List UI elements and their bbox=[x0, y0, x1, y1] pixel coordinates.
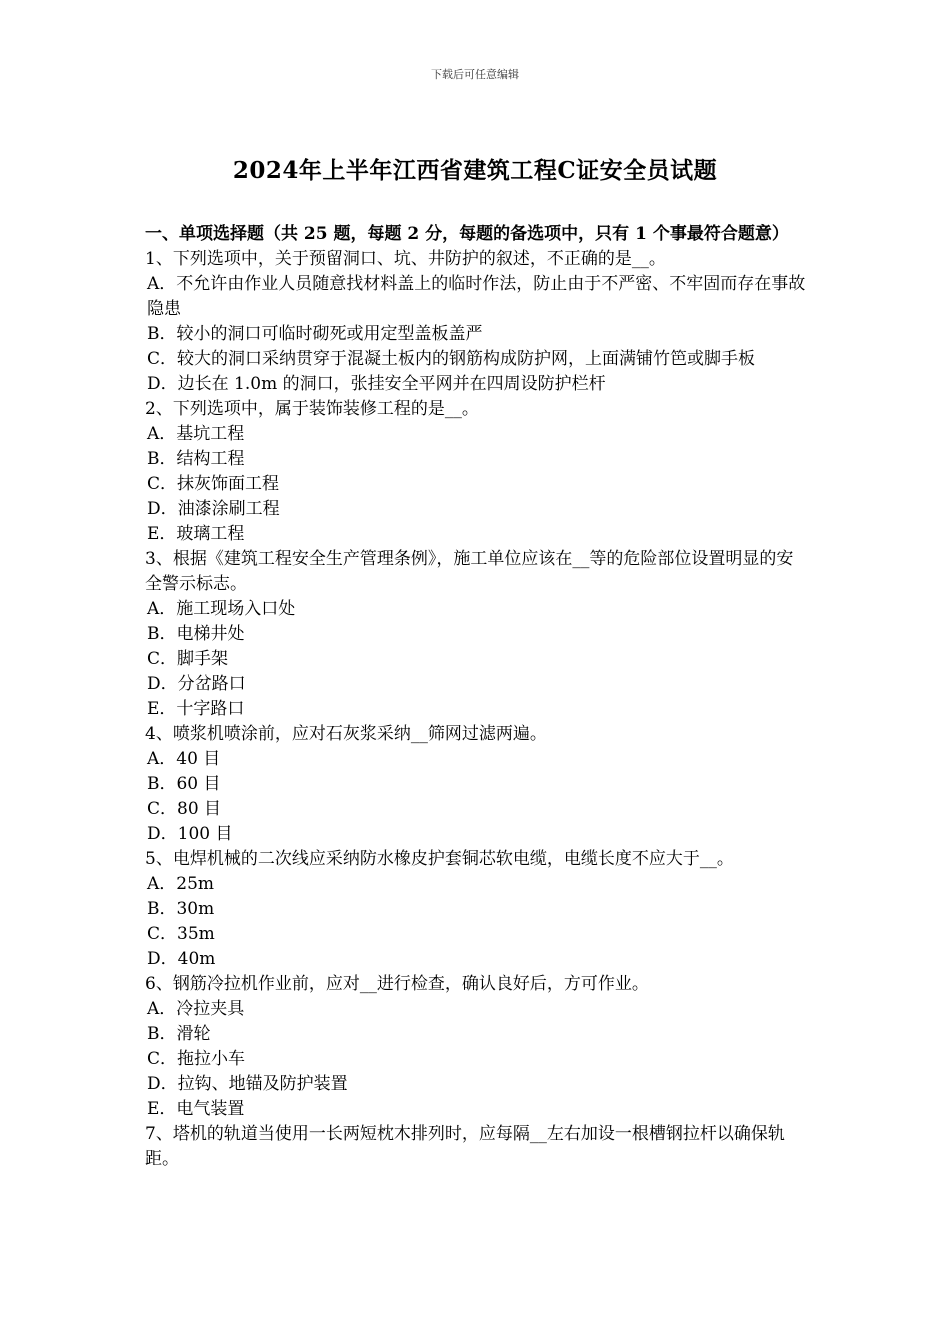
answer-option: A．基坑工程 bbox=[147, 424, 245, 444]
answer-option: A．25m bbox=[147, 874, 215, 894]
answer-option: D．油漆涂刷工程 bbox=[147, 499, 280, 519]
document-body bbox=[145, 222, 810, 1172]
answer-option: A．40 目 bbox=[147, 749, 221, 769]
answer-option: B．30m bbox=[147, 899, 215, 919]
answer-option: A．施工现场入口处 bbox=[147, 599, 296, 619]
question-text: 4、喷浆机喷涂前，应对石灰浆采纳__筛网过滤两遍。 bbox=[145, 724, 547, 744]
question-list bbox=[145, 247, 810, 1172]
answer-option: A．不允许由作业人员随意找材料盖上的临时作法，防止由于不严密、不牢固而存在事故隐患 bbox=[147, 274, 806, 319]
answer-option: B．滑轮 bbox=[147, 1024, 211, 1044]
answer-option: B．60 目 bbox=[147, 774, 221, 794]
question-text: 5、电焊机械的二次线应采纳防水橡皮护套铜芯软电缆，电缆长度不应大于__。 bbox=[145, 849, 734, 869]
answer-option: A．冷拉夹具 bbox=[147, 999, 245, 1019]
answer-option: C．抹灰饰面工程 bbox=[147, 474, 280, 494]
section-heading: 一、单项选择题（共 25 题，每题 2 分，每题的备选项中，只有 1 个事最符合题意） bbox=[145, 224, 789, 244]
answer-option: E．玻璃工程 bbox=[147, 524, 245, 544]
answer-option: C．80 目 bbox=[147, 799, 222, 819]
answer-option: C．脚手架 bbox=[147, 649, 229, 669]
question-text: 6、钢筋冷拉机作业前，应对__进行检查，确认良好后，方可作业。 bbox=[145, 974, 649, 994]
answer-option: B．电梯井处 bbox=[147, 624, 245, 644]
answer-option: D．100 目 bbox=[147, 824, 233, 844]
answer-option: E．电气装置 bbox=[147, 1099, 245, 1119]
answer-option: D．边长在 1.0m 的洞口，张挂安全平网并在四周设防护栏杆 bbox=[147, 374, 606, 394]
header-note: 下载后可任意编辑 bbox=[431, 68, 519, 81]
document-title: 2024年上半年江西省建筑工程C证安全员试题 bbox=[232, 157, 718, 184]
answer-option: D．拉钩、地锚及防护装置 bbox=[147, 1074, 348, 1094]
answer-option: C．35m bbox=[147, 924, 215, 944]
answer-option: C．较大的洞口采纳贯穿于混凝土板内的钢筋构成防护网，上面满铺竹笆或脚手板 bbox=[147, 349, 756, 369]
question-text: 1、下列选项中，关于预留洞口、坑、井防护的叙述，不正确的是__。 bbox=[145, 249, 666, 269]
question-text: 2、下列选项中，属于装饰装修工程的是__。 bbox=[145, 399, 479, 419]
answer-option: C．拖拉小车 bbox=[147, 1049, 246, 1069]
answer-option: B．较小的洞口可临时砌死或用定型盖板盖严 bbox=[147, 324, 483, 344]
question-text: 7、塔机的轨道当使用一长两短枕木排列时，应每隔__左右加设一根槽钢拉杆以确保轨距。 bbox=[145, 1124, 785, 1169]
answer-option: E．十字路口 bbox=[147, 699, 245, 719]
answer-option: B．结构工程 bbox=[147, 449, 245, 469]
answer-option: D．分岔路口 bbox=[147, 674, 246, 694]
question-text: 3、根据《建筑工程安全生产管理条例》，施工单位应该在__等的危险部位设置明显的安全警示标志。 bbox=[145, 549, 794, 594]
answer-option: D．40m bbox=[147, 949, 216, 969]
